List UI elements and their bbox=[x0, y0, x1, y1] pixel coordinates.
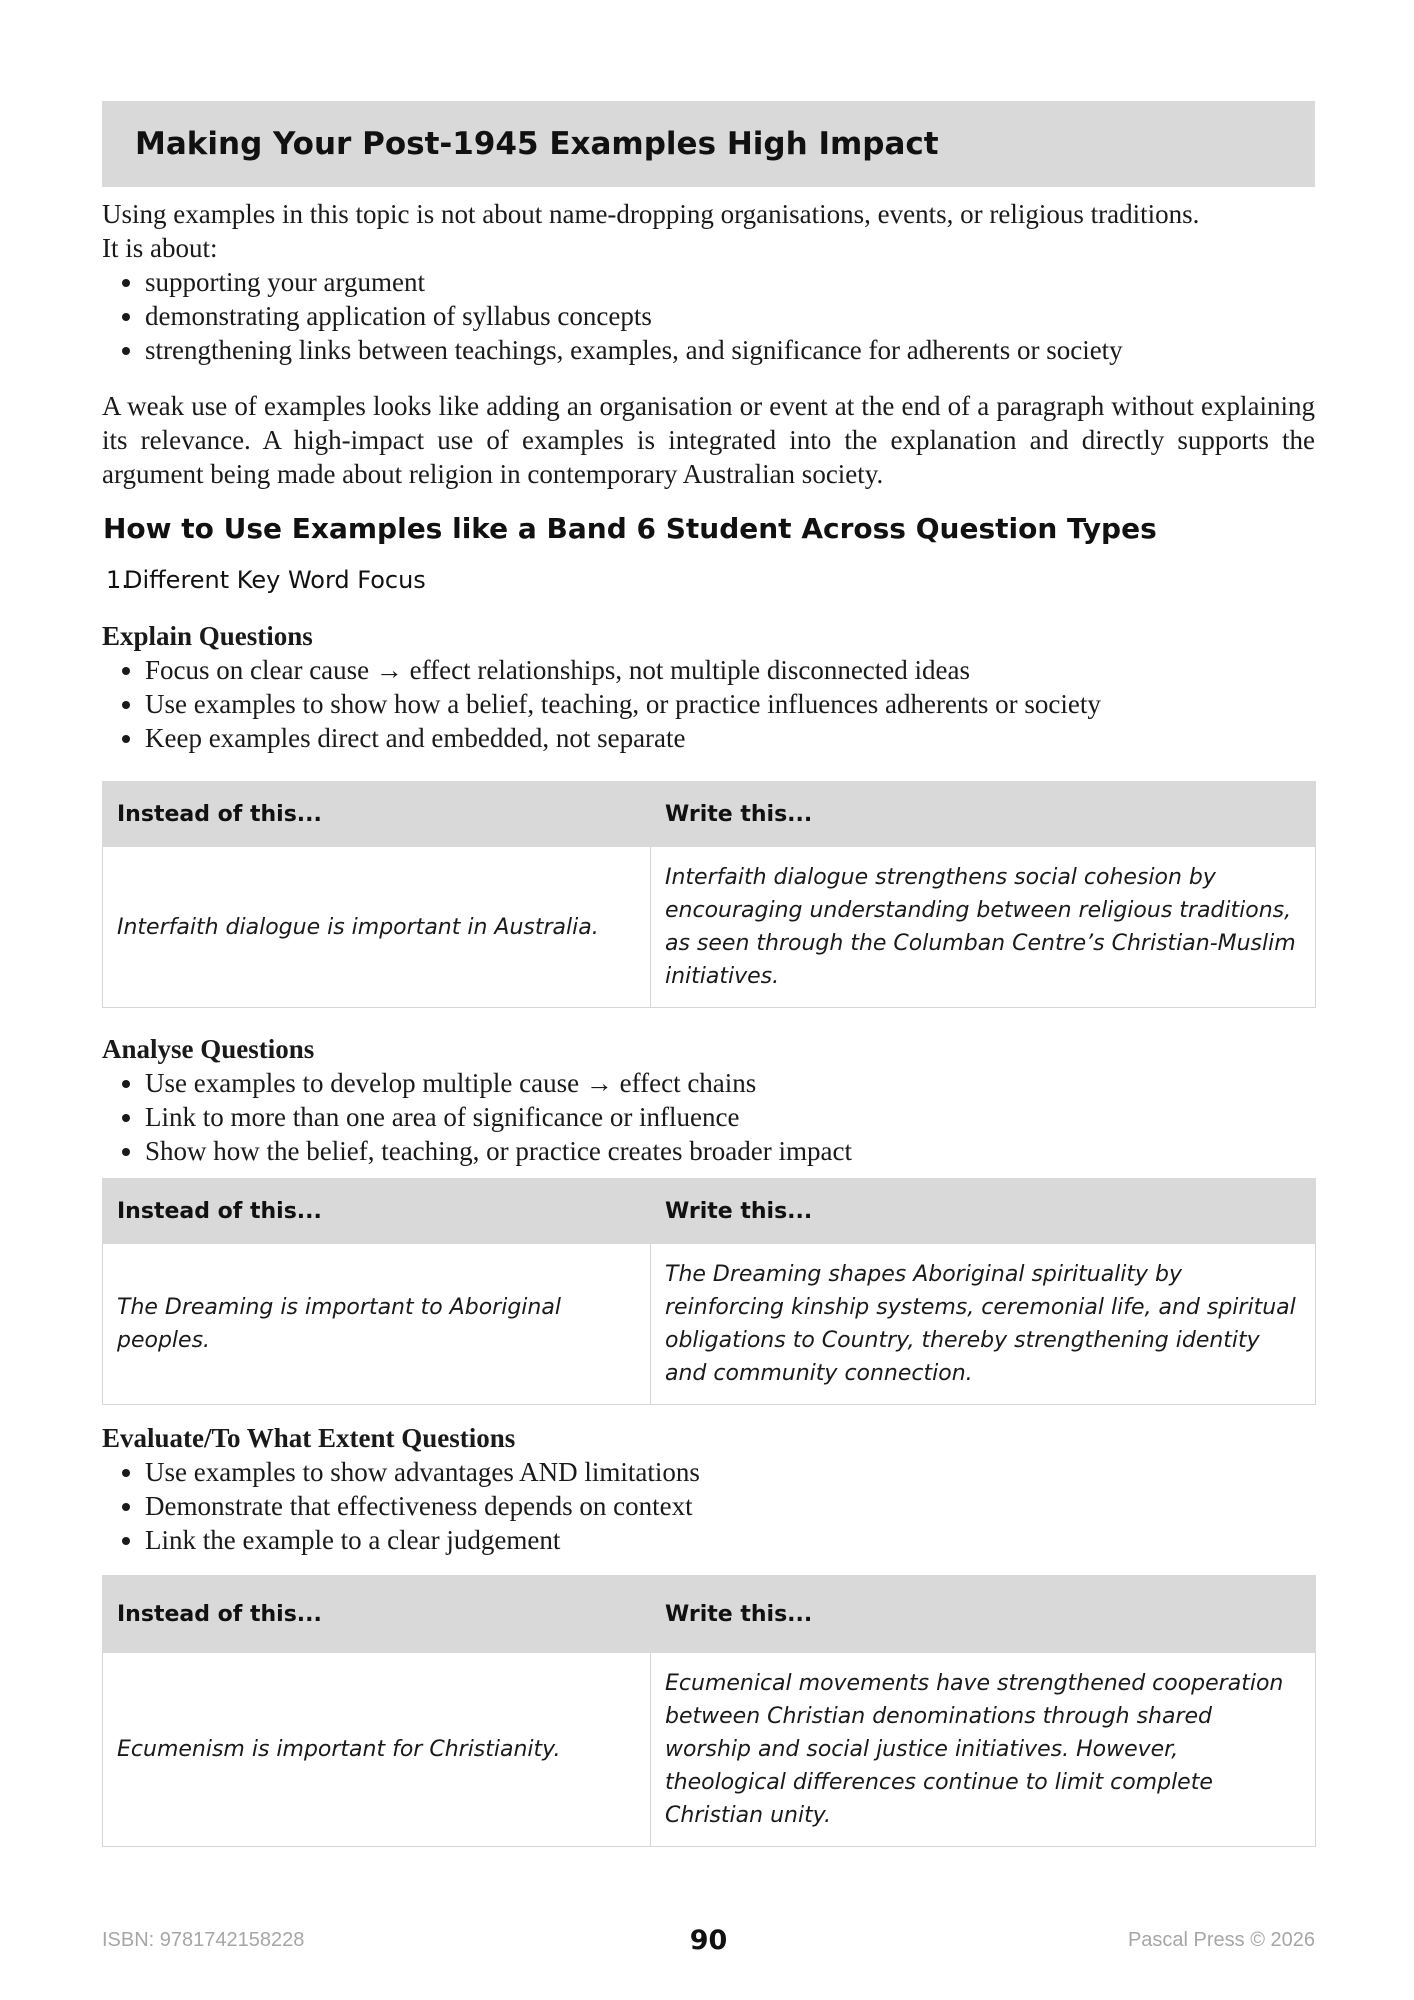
list-item: • Use examples to show how a belief, teaching, or practice influences adherents or society bbox=[145, 687, 1315, 721]
list-item: • supporting your argument bbox=[145, 265, 1315, 299]
list-item: • Keep examples direct and embedded, not separate bbox=[145, 721, 1315, 755]
intro-paragraph: Using examples in this topic is not about name-dropping organisations, events, or religious traditions. bbox=[102, 199, 1200, 229]
list-item: • demonstrating application of syllabus concepts bbox=[145, 299, 1315, 333]
intro-section bbox=[102, 197, 1315, 491]
table-header-row bbox=[103, 1576, 1316, 1653]
explain-section bbox=[102, 619, 1315, 1008]
intro-bullet-list bbox=[102, 265, 1315, 367]
table-row bbox=[103, 1244, 1316, 1405]
analyse-heading: Analyse Questions bbox=[102, 1034, 315, 1064]
column-header-write: Write this... bbox=[651, 1179, 1316, 1244]
evaluate-bullet-list bbox=[102, 1455, 1315, 1557]
numbered-heading bbox=[106, 563, 1315, 597]
list-item: • Use examples to develop multiple cause → effect chains bbox=[145, 1066, 1315, 1100]
list-item: • Link to more than one area of significance or influence bbox=[145, 1100, 1315, 1134]
column-header-instead: Instead of this... bbox=[103, 1576, 651, 1653]
intro-lead: It is about: bbox=[102, 233, 218, 263]
table-row bbox=[103, 847, 1316, 1008]
list-item: • Focus on clear cause → effect relationships, not multiple disconnected ideas bbox=[145, 653, 1315, 687]
write-cell: The Dreaming shapes Aboriginal spirituality by reinforcing kinship systems, ceremonial life, and spiritual obligations to Country, thereby strengthening identity and community connection. bbox=[651, 1244, 1316, 1405]
explain-bullet-list bbox=[102, 653, 1315, 755]
section-heading: How to Use Examples like a Band 6 Student Across Question Types bbox=[103, 512, 1157, 545]
instead-cell: Ecumenism is important for Christianity. bbox=[103, 1653, 651, 1847]
instead-cell: Interfaith dialogue is important in Australia. bbox=[103, 847, 651, 1008]
column-header-write: Write this... bbox=[651, 782, 1316, 847]
evaluate-heading: Evaluate/To What Extent Questions bbox=[102, 1423, 516, 1453]
page-title: Making Your Post-1945 Examples High Impact bbox=[135, 126, 939, 162]
page-footer bbox=[102, 1920, 1315, 1960]
list-item: • Link the example to a clear judgement bbox=[145, 1523, 1315, 1557]
list-item: • strengthening links between teachings, examples, and significance for adherents or society bbox=[145, 333, 1315, 367]
heading-number: 1. bbox=[106, 566, 129, 594]
isbn-text: ISBN: 9781742158228 bbox=[102, 1928, 305, 1951]
title-bar bbox=[102, 101, 1315, 187]
list-item: • Demonstrate that effectiveness depends on context bbox=[145, 1489, 1315, 1523]
page-content bbox=[102, 101, 1315, 1847]
column-header-instead: Instead of this... bbox=[103, 1179, 651, 1244]
table-header-row bbox=[103, 782, 1316, 847]
write-cell: Interfaith dialogue strengthens social cohesion by encouraging understanding between religious traditions, as seen through the Columban Centre’s Christian-Muslim initiatives. bbox=[651, 847, 1316, 1008]
evaluate-section bbox=[102, 1421, 1315, 1847]
list-item: • Show how the belief, teaching, or practice creates broader impact bbox=[145, 1134, 1315, 1168]
weak-use-paragraph: A weak use of examples looks like adding an organisation or event at the end of a paragraph without explaining its relevance. A high-impact use of examples is integrated into the explanation and directly supports the argument being made about religion in contemporary Australian society. bbox=[102, 391, 1315, 489]
page-number: 90 bbox=[689, 1924, 728, 1956]
publisher-text: Pascal Press © 2026 bbox=[1127, 1928, 1315, 1951]
column-header-instead: Instead of this... bbox=[103, 782, 651, 847]
explain-comparison-table bbox=[102, 781, 1316, 1008]
analyse-comparison-table bbox=[102, 1178, 1316, 1405]
table-header-row bbox=[103, 1179, 1316, 1244]
instead-cell: The Dreaming is important to Aboriginal peoples. bbox=[103, 1244, 651, 1405]
write-cell: Ecumenical movements have strengthened cooperation between Christian denominations through shared worship and social justice initiatives. However, theological differences continue to limit complete Christian unity. bbox=[651, 1653, 1316, 1847]
table-row bbox=[103, 1653, 1316, 1847]
heading-text: Different Key Word Focus bbox=[124, 566, 426, 594]
analyse-section bbox=[102, 1032, 1315, 1405]
evaluate-comparison-table bbox=[102, 1575, 1316, 1847]
analyse-bullet-list bbox=[102, 1066, 1315, 1168]
list-item: • Use examples to show advantages AND limitations bbox=[145, 1455, 1315, 1489]
column-header-write: Write this... bbox=[651, 1576, 1316, 1653]
explain-heading: Explain Questions bbox=[102, 621, 313, 651]
